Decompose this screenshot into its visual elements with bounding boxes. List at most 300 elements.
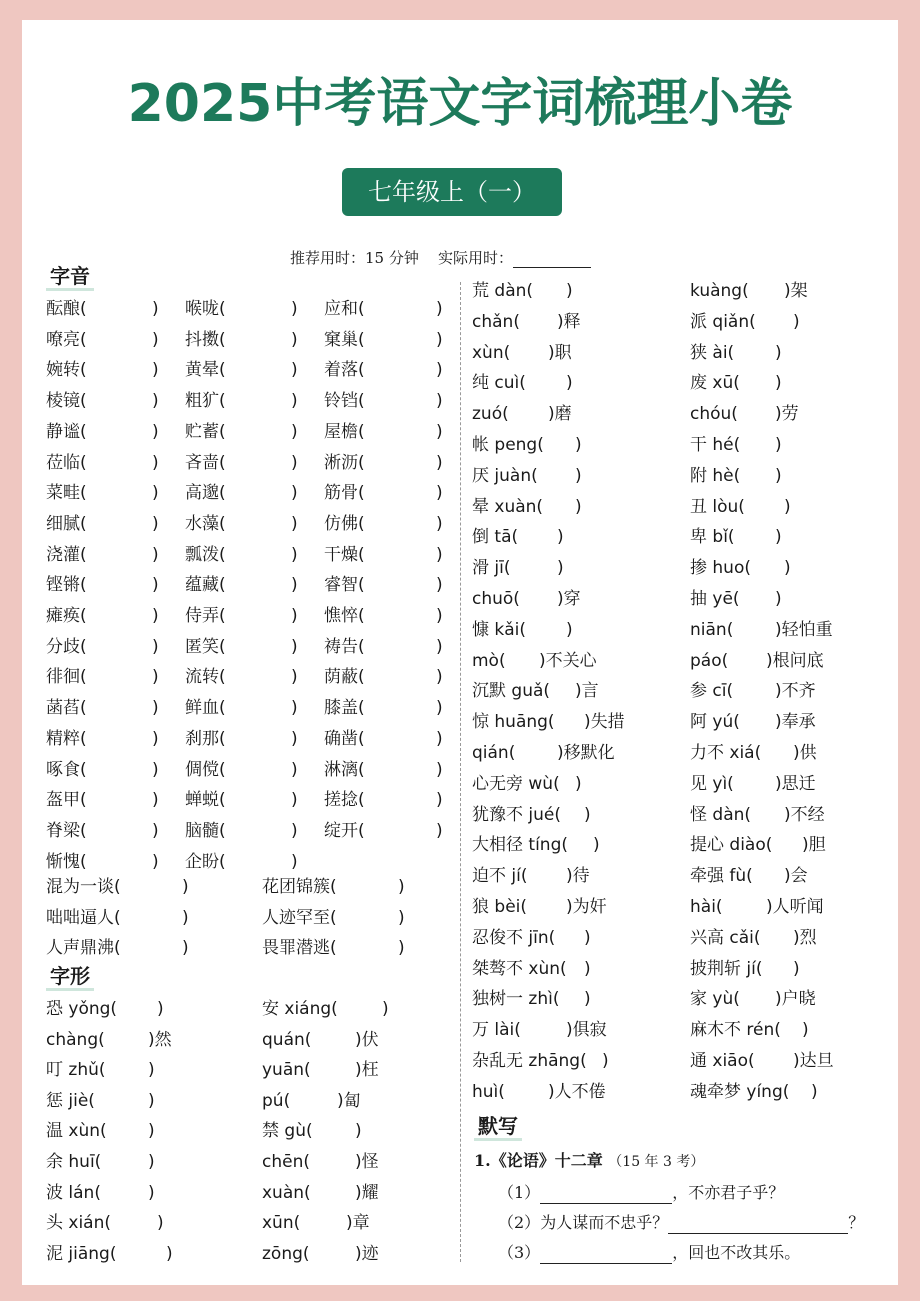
zixing-suffix: ) bbox=[566, 281, 573, 301]
item-text: ，回也不改其乐。 bbox=[672, 1243, 801, 1262]
paren-close: ) bbox=[152, 790, 159, 811]
answer-blank[interactable]: ( bbox=[358, 698, 365, 719]
answer-blank[interactable]: ( bbox=[80, 728, 87, 749]
answer-blank[interactable]: ( bbox=[219, 698, 226, 719]
pinyin-prompt[interactable]: huì( bbox=[472, 1081, 505, 1102]
pinyin-prompt[interactable]: 怪 dàn( bbox=[690, 804, 752, 825]
zixing-item bbox=[472, 465, 582, 487]
zixing-item bbox=[262, 1212, 370, 1234]
pinyin-prompt[interactable]: 通 xiāo( bbox=[690, 1051, 755, 1071]
pinyin-prompt[interactable]: chǎn( bbox=[472, 311, 520, 332]
zixing-item bbox=[472, 804, 591, 826]
pinyin-prompt[interactable]: pú( bbox=[262, 1090, 291, 1111]
zixing-item bbox=[472, 1019, 607, 1041]
zhuyin-word: 瓢泼 bbox=[185, 544, 219, 565]
pinyin-prompt[interactable]: 麻木不 rén( bbox=[690, 1020, 781, 1041]
pinyin-prompt[interactable]: 见 yì( bbox=[690, 773, 734, 794]
zixing-suffix: )待 bbox=[566, 866, 590, 887]
zixing-item bbox=[690, 311, 800, 333]
pinyin-prompt[interactable]: 惊 huāng( bbox=[472, 712, 555, 733]
pinyin-prompt[interactable]: 干 hé( bbox=[690, 435, 741, 455]
zixing-item bbox=[690, 896, 824, 918]
paren-close: ) bbox=[291, 452, 298, 473]
zixing-item bbox=[472, 342, 572, 364]
pinyin-prompt[interactable]: 波 lán( bbox=[46, 1182, 101, 1203]
paren-close: ) bbox=[152, 759, 159, 780]
zhuyin-word: 铿锵 bbox=[46, 575, 80, 596]
zixing-item bbox=[690, 742, 817, 764]
answer-blank[interactable]: ( bbox=[219, 636, 226, 657]
zixing-suffix: ) bbox=[566, 619, 573, 640]
paren-close: ) bbox=[436, 452, 443, 473]
zhuyin-item bbox=[324, 759, 443, 781]
zhuyin-word: 盔甲 bbox=[46, 790, 80, 811]
zhuyin-item bbox=[324, 544, 443, 566]
zhuyin-word: 祷告 bbox=[324, 636, 358, 657]
zhuyin-item bbox=[324, 666, 443, 688]
answer-blank[interactable]: ( bbox=[358, 790, 365, 811]
dictation-item-1 bbox=[498, 1182, 784, 1204]
zhuyin-word: 蝉蜕 bbox=[185, 790, 219, 811]
paren-close: ) bbox=[436, 728, 443, 749]
pinyin-prompt[interactable]: 慷 kǎi( bbox=[472, 619, 527, 640]
zhuyin-word: 嘹亮 bbox=[46, 329, 80, 350]
actual-time-blank[interactable] bbox=[513, 251, 591, 268]
zhuyin-item bbox=[185, 329, 298, 351]
answer-blank[interactable]: ( bbox=[358, 606, 365, 626]
paren-close: ) bbox=[152, 483, 159, 504]
zixing-suffix: )达旦 bbox=[793, 1051, 834, 1071]
answer-blank[interactable]: ( bbox=[80, 452, 87, 473]
zixing-suffix: )户晓 bbox=[775, 989, 816, 1010]
zixing-suffix: ) bbox=[584, 989, 591, 1010]
zixing-suffix: ) bbox=[382, 999, 389, 1019]
section-moxie: 默写 bbox=[474, 1114, 522, 1141]
pinyin-prompt[interactable]: chēn( bbox=[262, 1152, 310, 1172]
zixing-item bbox=[262, 1029, 379, 1051]
pinyin-prompt[interactable]: 掺 huo( bbox=[690, 558, 751, 579]
zixing-suffix: ) bbox=[784, 496, 791, 517]
pinyin-prompt[interactable]: 余 huī( bbox=[46, 1152, 102, 1172]
answer-blank[interactable]: ( bbox=[219, 421, 226, 442]
zixing-suffix: ) bbox=[557, 527, 564, 548]
zhuyin-word: 淅沥 bbox=[324, 452, 358, 473]
paren-close: ) bbox=[291, 575, 298, 596]
zixing-item bbox=[46, 1059, 155, 1081]
zixing-suffix: )劳 bbox=[775, 404, 799, 425]
pinyin-prompt[interactable]: 桀骜不 xùn( bbox=[472, 958, 567, 979]
pinyin-prompt[interactable]: quán( bbox=[262, 1029, 312, 1050]
zixing-suffix: ) bbox=[566, 373, 573, 394]
zixing-suffix: ) bbox=[602, 1051, 609, 1071]
zixing-suffix: )释 bbox=[557, 311, 581, 332]
answer-blank[interactable]: ( bbox=[80, 299, 87, 319]
zhuyin-word: 绽开 bbox=[324, 820, 358, 841]
pinyin-prompt[interactable]: qián( bbox=[472, 743, 516, 763]
answer-blank[interactable]: ( bbox=[219, 483, 226, 504]
zixing-item bbox=[690, 711, 816, 733]
zhuyin-item bbox=[46, 513, 159, 535]
pinyin-prompt[interactable]: 魂牵梦 yíng( bbox=[690, 1081, 790, 1102]
answer-blank[interactable] bbox=[668, 1215, 848, 1234]
zhuyin-word: 蕴藏 bbox=[185, 575, 219, 596]
zixing-suffix: )思迁 bbox=[775, 773, 816, 794]
answer-blank[interactable]: ( bbox=[219, 728, 226, 749]
answer-blank[interactable]: ( bbox=[358, 391, 365, 412]
answer-blank[interactable]: ( bbox=[358, 421, 365, 442]
answer-blank[interactable]: ( bbox=[358, 452, 365, 473]
zixing-item bbox=[472, 927, 591, 949]
section-zhuyin: 字音 bbox=[46, 264, 94, 291]
pinyin-prompt[interactable]: 附 hè( bbox=[690, 465, 741, 486]
pinyin-prompt[interactable]: xūn( bbox=[262, 1213, 301, 1234]
zixing-suffix: )烈 bbox=[793, 927, 817, 948]
zhuyin-item bbox=[185, 421, 298, 443]
pinyin-prompt[interactable]: 心无旁 wù( bbox=[472, 773, 560, 794]
answer-blank[interactable]: ( bbox=[219, 790, 226, 811]
zixing-item bbox=[690, 650, 824, 672]
answer-blank[interactable]: ( bbox=[358, 667, 365, 688]
paren-close: ) bbox=[436, 391, 443, 412]
answer-blank[interactable]: ( bbox=[80, 360, 87, 381]
zixing-item bbox=[690, 865, 808, 887]
zixing-item bbox=[690, 680, 816, 702]
pinyin-prompt[interactable]: 帐 peng( bbox=[472, 435, 544, 455]
zixing-suffix: ) bbox=[584, 927, 591, 948]
answer-blank[interactable]: ( bbox=[80, 513, 87, 534]
item-num: （1） bbox=[498, 1183, 541, 1202]
zhuyin-item bbox=[324, 452, 443, 474]
pinyin-prompt[interactable]: 恐 yǒng( bbox=[46, 999, 118, 1019]
answer-blank[interactable]: ( bbox=[80, 636, 87, 657]
pinyin-prompt[interactable]: 头 xián( bbox=[46, 1213, 112, 1234]
pinyin-prompt[interactable]: 大相径 tíng( bbox=[472, 835, 568, 856]
zixing-suffix: )胆 bbox=[802, 835, 826, 856]
pinyin-prompt[interactable]: 叮 zhǔ( bbox=[46, 1060, 106, 1081]
pinyin-prompt[interactable]: 晕 xuàn( bbox=[472, 496, 544, 517]
zixing-item bbox=[690, 988, 816, 1010]
zixing-item bbox=[472, 526, 564, 548]
dictation-note: （15 年 3 考） bbox=[608, 1154, 705, 1170]
zhuyin-word: 吝啬 bbox=[185, 452, 219, 473]
paren-close: ) bbox=[152, 820, 159, 841]
zixing-suffix: ) bbox=[575, 465, 582, 486]
pinyin-prompt[interactable]: 安 xiáng( bbox=[262, 999, 338, 1019]
pinyin-prompt[interactable]: 沉默 guǎ( bbox=[472, 681, 551, 702]
pinyin-prompt[interactable]: xuàn( bbox=[262, 1182, 311, 1203]
zixing-suffix: )根问底 bbox=[766, 650, 824, 671]
answer-blank[interactable]: ( bbox=[219, 544, 226, 565]
zhuyin-word: 莅临 bbox=[46, 452, 80, 473]
paren-close: ) bbox=[152, 391, 159, 412]
zhuyin-item bbox=[185, 390, 298, 412]
zhuyin-item bbox=[185, 666, 298, 688]
paren-close: ) bbox=[291, 820, 298, 841]
answer-blank[interactable]: ( bbox=[219, 513, 226, 534]
answer-blank[interactable]: ( bbox=[114, 907, 121, 928]
paren-close: ) bbox=[291, 667, 298, 688]
answer-blank[interactable]: ( bbox=[219, 667, 226, 688]
answer-blank[interactable]: ( bbox=[80, 606, 87, 626]
pinyin-prompt[interactable]: 力不 xiá( bbox=[690, 743, 762, 763]
paren-close: ) bbox=[436, 606, 443, 626]
zhuyin-word: 静谧 bbox=[46, 421, 80, 442]
paren-close: ) bbox=[152, 851, 159, 872]
answer-blank[interactable]: ( bbox=[114, 877, 121, 897]
answer-blank[interactable]: ( bbox=[219, 851, 226, 872]
paren-close: ) bbox=[291, 851, 298, 872]
pinyin-prompt[interactable]: 忍俊不 jīn( bbox=[472, 927, 556, 948]
pinyin-prompt[interactable]: 倒 tā( bbox=[472, 527, 519, 548]
zixing-suffix: ) bbox=[775, 589, 782, 609]
pinyin-prompt[interactable]: 泥 jiāng( bbox=[46, 1243, 117, 1264]
zixing-item bbox=[472, 496, 582, 518]
answer-blank[interactable]: ( bbox=[219, 606, 226, 626]
zhuyin-item bbox=[324, 390, 443, 412]
zhuyin-word: 确凿 bbox=[324, 728, 358, 749]
zhuyin-word: 啄食 bbox=[46, 759, 80, 780]
zixing-suffix: ) bbox=[575, 496, 582, 517]
pinyin-prompt[interactable]: 迫不 jí( bbox=[472, 866, 528, 887]
page-title: 2025中考语文字词梳理小卷 bbox=[127, 74, 793, 134]
zixing-item bbox=[262, 1151, 379, 1173]
zixing-suffix: ) bbox=[148, 1182, 155, 1203]
paren-close: ) bbox=[436, 698, 443, 719]
answer-blank[interactable] bbox=[540, 1185, 672, 1204]
paren-close: ) bbox=[152, 667, 159, 688]
zhuyin-item bbox=[185, 544, 298, 566]
pinyin-prompt[interactable]: 家 yù( bbox=[690, 989, 740, 1010]
zhuyin-word: 喉咙 bbox=[185, 299, 219, 319]
zixing-item bbox=[472, 773, 582, 795]
pinyin-prompt[interactable]: 废 xū( bbox=[690, 373, 740, 394]
zixing-item bbox=[472, 834, 600, 856]
paren-close: ) bbox=[398, 877, 405, 897]
pinyin-prompt[interactable]: 卑 bǐ( bbox=[690, 527, 735, 548]
zixing-suffix: )轻怕重 bbox=[775, 619, 833, 640]
answer-blank[interactable] bbox=[540, 1245, 672, 1264]
zixing-suffix: )移默化 bbox=[557, 743, 615, 763]
pinyin-prompt[interactable]: hài( bbox=[690, 897, 723, 917]
zhuyin-item bbox=[185, 298, 298, 320]
paren-close: ) bbox=[291, 299, 298, 319]
zhuyin-word: 精粹 bbox=[46, 728, 80, 749]
answer-blank[interactable]: ( bbox=[358, 575, 365, 596]
pinyin-prompt[interactable]: zōng( bbox=[262, 1243, 310, 1264]
zixing-suffix: )磨 bbox=[548, 404, 572, 425]
zixing-suffix: ) bbox=[775, 373, 782, 394]
actual-time-label: 实际用时： bbox=[437, 249, 513, 267]
answer-blank[interactable]: ( bbox=[358, 329, 365, 350]
answer-blank[interactable]: ( bbox=[80, 391, 87, 412]
pinyin-prompt[interactable]: 杂乱无 zhāng( bbox=[472, 1051, 587, 1071]
pinyin-prompt[interactable]: 提心 diào( bbox=[690, 835, 773, 856]
pinyin-prompt[interactable]: niān( bbox=[690, 619, 734, 640]
paren-close: ) bbox=[152, 698, 159, 719]
zhuyin-word: 徘徊 bbox=[46, 667, 80, 688]
pinyin-prompt[interactable]: páo( bbox=[690, 650, 729, 671]
paren-close: ) bbox=[152, 513, 159, 534]
paren-close: ) bbox=[182, 907, 189, 928]
zhuyin-item bbox=[185, 636, 298, 658]
pinyin-prompt[interactable]: 披荆斩 jí( bbox=[690, 958, 763, 979]
recommended-time: 推荐用时：15 分钟 bbox=[290, 249, 419, 267]
zhuyin-item bbox=[46, 359, 159, 381]
zixing-item bbox=[262, 1182, 379, 1204]
zixing-suffix: )枉 bbox=[355, 1060, 379, 1081]
pinyin-prompt[interactable]: 犹豫不 jué( bbox=[472, 804, 561, 825]
answer-blank[interactable]: ( bbox=[219, 575, 226, 596]
zixing-item bbox=[690, 1050, 834, 1072]
zixing-suffix: )匐 bbox=[337, 1090, 361, 1111]
paren-close: ) bbox=[291, 790, 298, 811]
item-text: 为人谋而不忠乎？ bbox=[540, 1213, 669, 1232]
answer-blank[interactable]: ( bbox=[219, 360, 226, 381]
answer-blank[interactable]: ( bbox=[219, 820, 226, 841]
paren-close: ) bbox=[436, 820, 443, 841]
answer-blank[interactable]: ( bbox=[80, 329, 87, 350]
pinyin-prompt[interactable]: 狭 ài( bbox=[690, 342, 735, 363]
zhuyin-word: 仿佛 bbox=[324, 513, 358, 534]
zhuyin-word: 流转 bbox=[185, 667, 219, 688]
zhuyin-item bbox=[324, 421, 443, 443]
idiom-word: 咄咄逼人 bbox=[46, 907, 114, 928]
answer-blank[interactable]: ( bbox=[358, 820, 365, 841]
answer-blank[interactable]: ( bbox=[80, 790, 87, 811]
zixing-item bbox=[690, 496, 791, 518]
pinyin-prompt[interactable]: 温 xùn( bbox=[46, 1121, 107, 1142]
pinyin-prompt[interactable]: 阿 yú( bbox=[690, 712, 740, 733]
answer-blank[interactable]: ( bbox=[330, 877, 337, 897]
pinyin-prompt[interactable]: xùn( bbox=[472, 342, 511, 363]
zhuyin-item bbox=[185, 728, 298, 750]
zhuyin-word: 睿智 bbox=[324, 575, 358, 596]
answer-blank[interactable]: ( bbox=[80, 820, 87, 841]
answer-blank[interactable]: ( bbox=[80, 759, 87, 780]
zixing-item bbox=[690, 1081, 818, 1103]
zixing-suffix: ) bbox=[148, 1060, 155, 1081]
paren-close: ) bbox=[152, 329, 159, 350]
answer-blank[interactable]: ( bbox=[114, 938, 121, 958]
paren-close: ) bbox=[436, 759, 443, 780]
zixing-item bbox=[690, 372, 782, 394]
paren-close: ) bbox=[182, 877, 189, 897]
zhuyin-item bbox=[324, 820, 443, 842]
pinyin-prompt[interactable]: 独树一 zhì( bbox=[472, 989, 560, 1010]
answer-blank[interactable]: ( bbox=[80, 421, 87, 442]
answer-blank[interactable]: ( bbox=[80, 544, 87, 565]
zhuyin-word: 鲜血 bbox=[185, 698, 219, 719]
answer-blank[interactable]: ( bbox=[219, 299, 226, 319]
zhuyin-item bbox=[46, 728, 159, 750]
pinyin-prompt[interactable]: yuān( bbox=[262, 1060, 311, 1081]
pinyin-prompt[interactable]: 参 cī( bbox=[690, 681, 734, 702]
worksheet-page bbox=[22, 20, 898, 1285]
zixing-suffix: )然 bbox=[148, 1029, 172, 1050]
answer-blank[interactable]: ( bbox=[219, 759, 226, 780]
zixing-item bbox=[690, 619, 833, 641]
zixing-item bbox=[46, 1182, 155, 1204]
zhuyin-item bbox=[46, 574, 159, 596]
pinyin-prompt[interactable]: 兴高 cǎi( bbox=[690, 927, 761, 948]
answer-blank[interactable]: ( bbox=[358, 299, 365, 319]
paren-close: ) bbox=[152, 544, 159, 565]
answer-blank[interactable]: ( bbox=[358, 759, 365, 780]
zixing-item bbox=[46, 1090, 155, 1112]
answer-blank[interactable]: ( bbox=[330, 938, 337, 958]
pinyin-prompt[interactable]: zuó( bbox=[472, 404, 509, 425]
pinyin-prompt[interactable]: 狼 bèi( bbox=[472, 897, 528, 917]
zixing-item bbox=[690, 403, 799, 425]
pinyin-prompt[interactable]: 抽 yē( bbox=[690, 589, 740, 609]
zhuyin-item bbox=[185, 513, 298, 535]
pinyin-prompt[interactable]: 厌 juàn( bbox=[472, 465, 538, 486]
zixing-suffix: ) bbox=[575, 435, 582, 455]
pinyin-prompt[interactable]: 荒 dàn( bbox=[472, 281, 534, 301]
zixing-suffix: ) bbox=[811, 1081, 818, 1102]
zixing-suffix: ) bbox=[157, 1213, 164, 1234]
answer-blank[interactable]: ( bbox=[219, 329, 226, 350]
answer-blank[interactable]: ( bbox=[219, 452, 226, 473]
answer-blank[interactable]: ( bbox=[80, 698, 87, 719]
zhuyin-item bbox=[46, 544, 159, 566]
pinyin-prompt[interactable]: 牵强 fù( bbox=[690, 866, 753, 887]
answer-blank[interactable]: ( bbox=[358, 544, 365, 565]
pinyin-prompt[interactable]: 纯 cuì( bbox=[472, 373, 526, 394]
zhuyin-word: 侍弄 bbox=[185, 606, 219, 626]
pinyin-prompt[interactable]: 滑 jī( bbox=[472, 558, 511, 579]
dictation-item-3 bbox=[498, 1242, 800, 1264]
pinyin-prompt[interactable]: chuō( bbox=[472, 589, 520, 609]
zhuyin-word: 着落 bbox=[324, 360, 358, 381]
answer-blank[interactable]: ( bbox=[80, 667, 87, 688]
idiom-item bbox=[262, 937, 405, 959]
answer-blank[interactable]: ( bbox=[358, 728, 365, 749]
zixing-suffix: ) bbox=[557, 558, 564, 579]
zhuyin-item bbox=[324, 697, 443, 719]
zhuyin-item bbox=[185, 359, 298, 381]
paren-close: ) bbox=[436, 636, 443, 657]
pinyin-prompt[interactable]: 惩 jiè( bbox=[46, 1090, 95, 1111]
section-zixing: 字形 bbox=[46, 964, 94, 991]
pinyin-prompt[interactable]: kuàng( bbox=[690, 281, 749, 301]
pinyin-prompt[interactable]: 丑 lòu( bbox=[690, 496, 745, 517]
zixing-item bbox=[690, 588, 782, 610]
answer-blank[interactable]: ( bbox=[80, 483, 87, 504]
pinyin-prompt[interactable]: chóu( bbox=[690, 404, 738, 425]
zhuyin-word: 企盼 bbox=[185, 851, 219, 872]
pinyin-prompt[interactable]: chàng( bbox=[46, 1029, 105, 1050]
answer-blank[interactable]: ( bbox=[358, 360, 365, 381]
zixing-suffix: )为奸 bbox=[566, 897, 607, 917]
zixing-suffix: )架 bbox=[784, 281, 808, 301]
pinyin-prompt[interactable]: 万 lài( bbox=[472, 1020, 521, 1041]
zhuyin-word: 应和 bbox=[324, 299, 358, 319]
idiom-item bbox=[262, 876, 405, 898]
pinyin-prompt[interactable]: 禁 gù( bbox=[262, 1121, 313, 1142]
pinyin-prompt[interactable]: mò( bbox=[472, 650, 506, 671]
answer-blank[interactable]: ( bbox=[80, 851, 87, 872]
answer-blank[interactable]: ( bbox=[80, 575, 87, 596]
answer-blank[interactable]: ( bbox=[358, 513, 365, 534]
answer-blank[interactable]: ( bbox=[219, 391, 226, 412]
pinyin-prompt[interactable]: 派 qiǎn( bbox=[690, 311, 756, 332]
answer-blank[interactable]: ( bbox=[358, 483, 365, 504]
answer-blank[interactable]: ( bbox=[330, 907, 337, 928]
paren-close: ) bbox=[398, 938, 405, 958]
idiom-word: 畏罪潜逃 bbox=[262, 938, 330, 958]
answer-blank[interactable]: ( bbox=[358, 636, 365, 657]
